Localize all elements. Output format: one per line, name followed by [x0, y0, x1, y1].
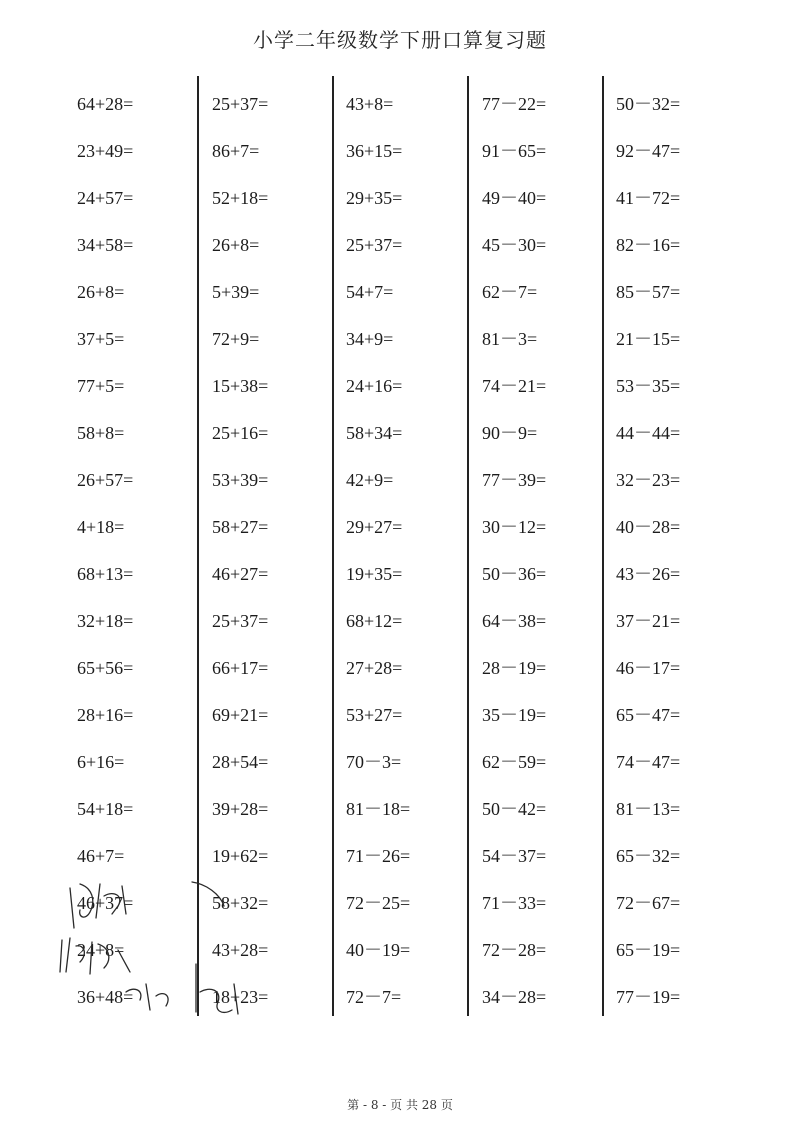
arithmetic-problem: 74－21=: [482, 376, 547, 396]
arithmetic-problem: 46+37=: [77, 893, 134, 913]
arithmetic-problem: 77－22=: [482, 94, 547, 114]
arithmetic-problem: 91－65=: [482, 141, 547, 161]
arithmetic-problem: 24+8=: [77, 940, 125, 960]
arithmetic-problem: 28+16=: [77, 705, 134, 725]
arithmetic-problem: 32－23=: [616, 470, 681, 490]
arithmetic-problem: 77+5=: [77, 376, 125, 396]
arithmetic-problem: 30－12=: [482, 517, 547, 537]
arithmetic-problem: 45－30=: [482, 235, 547, 255]
arithmetic-problem: 4+18=: [77, 517, 125, 537]
arithmetic-problem: 34+58=: [77, 235, 134, 255]
arithmetic-problem: 46－17=: [616, 658, 681, 678]
arithmetic-problem: 52+18=: [212, 188, 269, 208]
arithmetic-problem: 43－26=: [616, 564, 681, 584]
arithmetic-problem: 74－47=: [616, 752, 681, 772]
arithmetic-problem: 64－38=: [482, 611, 547, 631]
arithmetic-problem: 65－19=: [616, 940, 681, 960]
arithmetic-problem: 66+17=: [212, 658, 269, 678]
arithmetic-problem: 32+18=: [77, 611, 134, 631]
arithmetic-problem: 72－28=: [482, 940, 547, 960]
arithmetic-problem: 24+57=: [77, 188, 134, 208]
arithmetic-problem: 53－35=: [616, 376, 681, 396]
arithmetic-problem: 54+7=: [346, 282, 394, 302]
arithmetic-problem: 25+37=: [212, 94, 269, 114]
arithmetic-problem: 58+34=: [346, 423, 403, 443]
arithmetic-problem: 36+48=: [77, 987, 134, 1007]
arithmetic-problem: 27+28=: [346, 658, 403, 678]
arithmetic-problem: 53+27=: [346, 705, 403, 725]
arithmetic-problem: 72+9=: [212, 329, 260, 349]
arithmetic-problem: 68+12=: [346, 611, 403, 631]
arithmetic-problem: 46+7=: [77, 846, 125, 866]
arithmetic-problem: 26+8=: [212, 235, 260, 255]
arithmetic-problem: 53+39=: [212, 470, 269, 490]
arithmetic-problem: 58+27=: [212, 517, 269, 537]
arithmetic-problem: 50－42=: [482, 799, 547, 819]
arithmetic-problem: 71－26=: [346, 846, 411, 866]
arithmetic-problem: 29+35=: [346, 188, 403, 208]
arithmetic-problem: 24+16=: [346, 376, 403, 396]
arithmetic-problem: 85－57=: [616, 282, 681, 302]
arithmetic-problem: 72－7=: [346, 987, 402, 1007]
arithmetic-problem: 77－19=: [616, 987, 681, 1007]
arithmetic-problem: 34+9=: [346, 329, 394, 349]
page-footer: 第 - 8 - 页 共 28 页: [347, 1098, 453, 1112]
arithmetic-problem: 90－9=: [482, 423, 538, 443]
page-title: 小学二年级数学下册口算复习题: [253, 28, 547, 52]
arithmetic-problem: 82－16=: [616, 235, 681, 255]
arithmetic-problem: 21－15=: [616, 329, 681, 349]
arithmetic-problem: 58+8=: [77, 423, 125, 443]
arithmetic-problem: 29+27=: [346, 517, 403, 537]
arithmetic-problem: 81－13=: [616, 799, 681, 819]
arithmetic-problem: 81－18=: [346, 799, 411, 819]
arithmetic-problem: 25+16=: [212, 423, 269, 443]
arithmetic-problem: 50－32=: [616, 94, 681, 114]
arithmetic-problem: 62－7=: [482, 282, 538, 302]
arithmetic-problem: 62－59=: [482, 752, 547, 772]
arithmetic-problem: 68+13=: [77, 564, 134, 584]
arithmetic-problem: 72－67=: [616, 893, 681, 913]
arithmetic-problem: 37－21=: [616, 611, 681, 631]
arithmetic-problem: 18+23=: [212, 987, 269, 1007]
arithmetic-problem: 42+9=: [346, 470, 394, 490]
arithmetic-problem: 40－28=: [616, 517, 681, 537]
arithmetic-problem: 64+28=: [77, 94, 134, 114]
arithmetic-problem: 54+18=: [77, 799, 134, 819]
arithmetic-problem: 40－19=: [346, 940, 411, 960]
arithmetic-problem: 65－47=: [616, 705, 681, 725]
arithmetic-problem: 44－44=: [616, 423, 681, 443]
arithmetic-problem: 28+54=: [212, 752, 269, 772]
arithmetic-problem: 46+27=: [212, 564, 269, 584]
arithmetic-problem: 39+28=: [212, 799, 269, 819]
arithmetic-problem: 25+37=: [212, 611, 269, 631]
arithmetic-problem: 23+49=: [77, 141, 134, 161]
arithmetic-problem: 43+28=: [212, 940, 269, 960]
arithmetic-problem: 26+57=: [77, 470, 134, 490]
arithmetic-problem: 65－32=: [616, 846, 681, 866]
arithmetic-problem: 72－25=: [346, 893, 411, 913]
arithmetic-problem: 69+21=: [212, 705, 269, 725]
arithmetic-problem: 25+37=: [346, 235, 403, 255]
arithmetic-problem: 81－3=: [482, 329, 538, 349]
arithmetic-problem: 58+32=: [212, 893, 269, 913]
arithmetic-problem: 70－3=: [346, 752, 402, 772]
arithmetic-problem: 54－37=: [482, 846, 547, 866]
arithmetic-problem: 50－36=: [482, 564, 547, 584]
arithmetic-problem: 86+7=: [212, 141, 260, 161]
arithmetic-problem: 34－28=: [482, 987, 547, 1007]
arithmetic-problem: 5+39=: [212, 282, 260, 302]
arithmetic-problem: 49－40=: [482, 188, 547, 208]
arithmetic-problem: 92－47=: [616, 141, 681, 161]
arithmetic-problem: 35－19=: [482, 705, 547, 725]
arithmetic-problem: 6+16=: [77, 752, 125, 772]
arithmetic-problem: 36+15=: [346, 141, 403, 161]
arithmetic-problem: 71－33=: [482, 893, 547, 913]
arithmetic-problem: 41－72=: [616, 188, 681, 208]
arithmetic-problem: 65+56=: [77, 658, 134, 678]
arithmetic-problem: 19+35=: [346, 564, 403, 584]
arithmetic-problem: 19+62=: [212, 846, 269, 866]
arithmetic-problem: 28－19=: [482, 658, 547, 678]
arithmetic-problem: 26+8=: [77, 282, 125, 302]
arithmetic-problem: 15+38=: [212, 376, 269, 396]
arithmetic-problem: 43+8=: [346, 94, 394, 114]
arithmetic-problem: 37+5=: [77, 329, 125, 349]
arithmetic-problem: 77－39=: [482, 470, 547, 490]
